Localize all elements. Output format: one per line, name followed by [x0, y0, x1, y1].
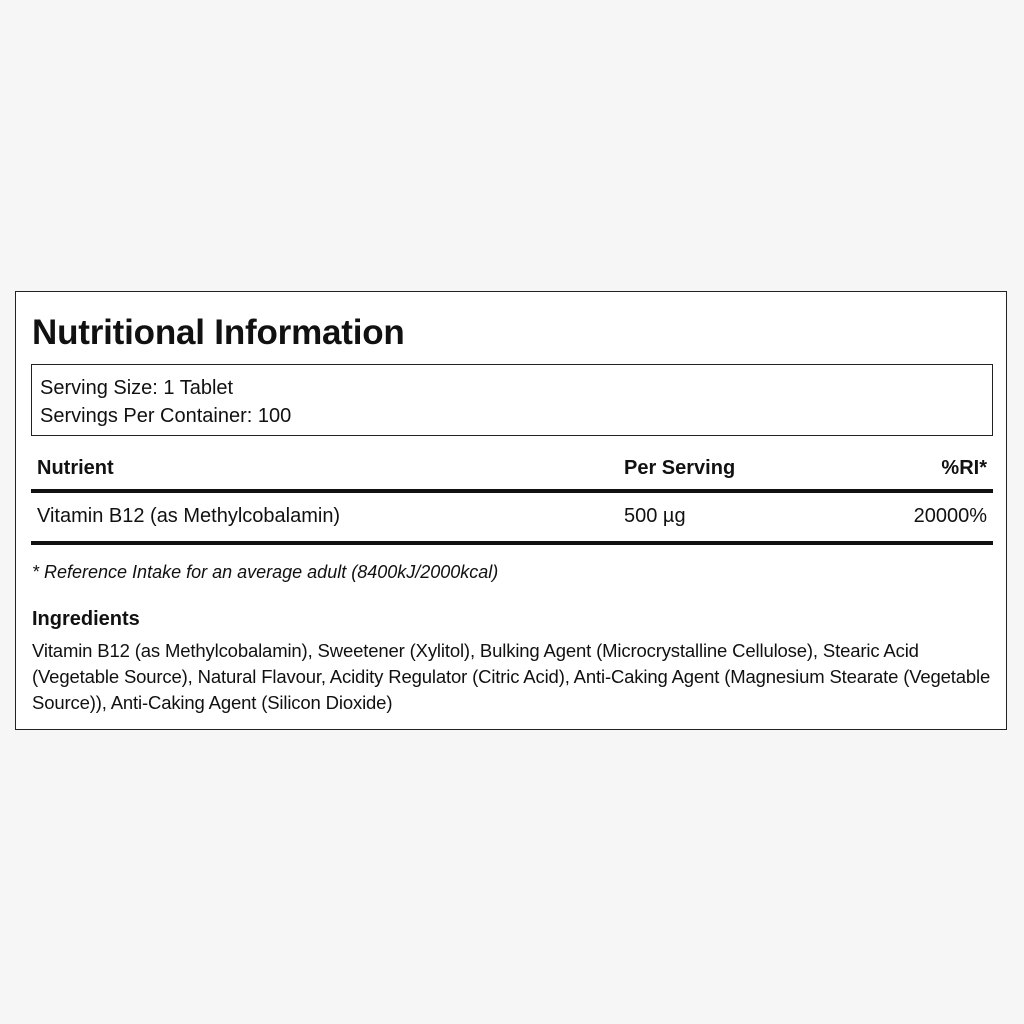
reference-intake-footnote: * Reference Intake for an average adult (8400kJ/2000kcal)	[32, 562, 499, 582]
servings-per-container: Servings Per Container: 100	[40, 405, 292, 427]
nutrient-table	[31, 451, 993, 545]
nutrient-name: Vitamin B12 (as Methylcobalamin)	[37, 505, 341, 527]
nutrient-per-serving: 500 µg	[624, 505, 686, 527]
header-nutrient: Nutrient	[37, 457, 114, 479]
nutrition-panel	[15, 291, 1007, 730]
table-row	[31, 493, 993, 541]
nutrient-ri: 20000%	[913, 505, 987, 527]
ingredients-text: Vitamin B12 (as Methylcobalamin), Sweetener (Xylitol), Bulking Agent (Microcrystalline Cellulose), Stearic Acid (Vegetable Source), Natural Flavour, Acidity Regulator (Citric Acid), Anti-Caking Agent (Magnesium Stearate (Vegetable Source)), Anti-Caking Agent (Silicon Dioxide)	[32, 640, 991, 713]
serving-size: Serving Size: 1 Tablet	[40, 377, 234, 399]
table-divider	[31, 541, 993, 545]
header-ri: %RI*	[941, 457, 987, 479]
ingredients-heading: Ingredients	[32, 608, 140, 630]
table-header-row	[31, 451, 993, 489]
serving-info-box	[31, 364, 993, 436]
header-per-serving: Per Serving	[624, 457, 736, 479]
panel-title: Nutritional Information	[32, 313, 405, 352]
